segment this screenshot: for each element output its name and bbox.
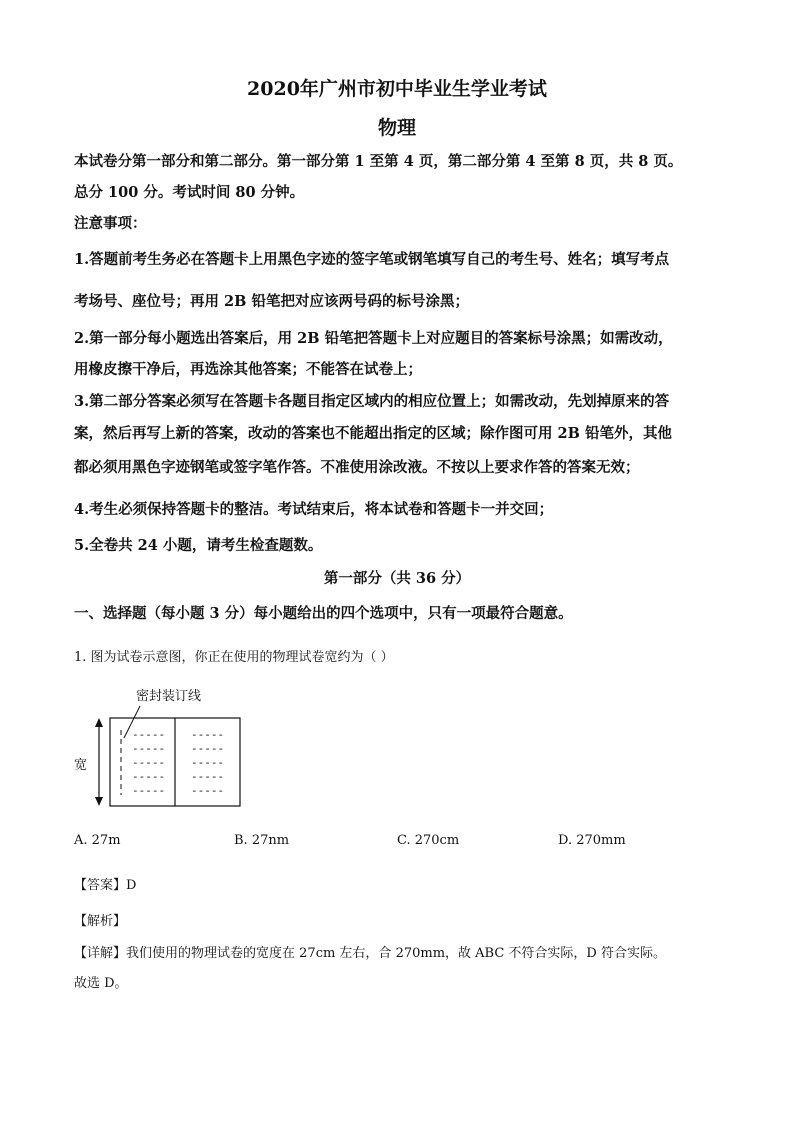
option-b: B. 27nm: [234, 833, 290, 848]
answer-line: [74, 874, 136, 893]
dash-row: -----: [132, 784, 166, 797]
dash-row: -----: [191, 784, 225, 797]
conclusion-line: 故选 D。: [74, 976, 128, 991]
seal-line-label: 密封装订线: [136, 689, 202, 704]
arrow-down-icon: [95, 797, 103, 806]
notice-line-6: 案，然后再写上新的答案，改动的答案也不能超出指定的区域；除作图可用 2B 铅笔外，其他: [74, 425, 672, 442]
intro-line-1: 本试卷分第一部分和第二部分。第一部分第 1 至第 4 页，第二部分第 4 至第 8 页，共 8 页。: [74, 153, 683, 170]
notice-heading: 注意事项：: [74, 215, 147, 232]
width-label: 宽: [74, 758, 88, 773]
notice-line-7: 都必须用黑色字迹钢笔或签字笔作答。不准使用涂改液。不按以上要求作答的答案无效；: [74, 459, 640, 476]
part-title: 第一部分（共 36 分）: [323, 570, 471, 587]
notice-line-3: 2.第一部分每小题选出答案后，用 2B 铅笔把答题卡上对应题目的答案标号涂黑；如需改动，: [74, 330, 673, 347]
dash-row: -----: [191, 770, 225, 783]
detail-line: [74, 942, 666, 961]
analysis-tag: 【解析】: [74, 914, 127, 929]
option-a: A. 27m: [74, 833, 121, 848]
section-title: 一、选择题（每小题 3 分）每小题给出的四个选项中，只有一项最符合题意。: [74, 605, 573, 622]
intro-line-2: 总分 100 分。考试时间 80 分钟。: [74, 184, 305, 201]
dash-row: -----: [132, 770, 166, 783]
dash-row: -----: [191, 728, 225, 741]
dash-row: -----: [132, 742, 166, 755]
notice-line-5: 3.第二部分答案必须写在答题卡各题目指定区域内的相应位置上；如需改动，先划掉原来的答: [74, 393, 670, 410]
answer-tag: 【答案】: [74, 878, 127, 893]
dash-row: -----: [132, 756, 166, 769]
subject-title: 物理: [377, 117, 416, 139]
dash-row: -----: [191, 742, 225, 755]
exam-paper-diagram: [70, 680, 250, 812]
notice-line-9: 5.全卷共 24 小题，请考生检查题数。: [74, 537, 323, 554]
notice-line-1: 1.答题前考生务必在答题卡上用黑色字迹的签字笔或钢笔填写自己的考生号、姓名；填写考点: [74, 251, 670, 268]
detail-tag: 【详解】: [74, 946, 127, 961]
exam-title: 2020年广州市初中毕业生学业考试: [247, 78, 547, 100]
notice-line-4: 用橡皮擦干净后，再选涂其他答案；不能答在试卷上；: [74, 361, 422, 378]
option-d: D. 270mm: [558, 833, 626, 848]
notice-line-8: 4.考生必须保持答题卡的整洁。考试结束后，将本试卷和答题卡一并交回；: [74, 501, 554, 518]
detail-text: 我们使用的物理试卷的宽度在 27cm 左右，合 270mm，故 ABC 不符合实际，D 符合实际。: [126, 946, 666, 961]
notice-line-2: 考场号、座位号；再用 2B 铅笔把对应该两号码的标号涂黑；: [74, 293, 469, 310]
option-c: C. 270cm: [397, 833, 460, 848]
dash-row: -----: [191, 756, 225, 769]
dash-row: -----: [132, 728, 166, 741]
answer-value: D: [126, 878, 137, 893]
question-1-stem: 1. 图为试卷示意图，你正在使用的物理试卷宽约为（ ）: [74, 650, 394, 665]
arrow-up-icon: [95, 718, 103, 727]
